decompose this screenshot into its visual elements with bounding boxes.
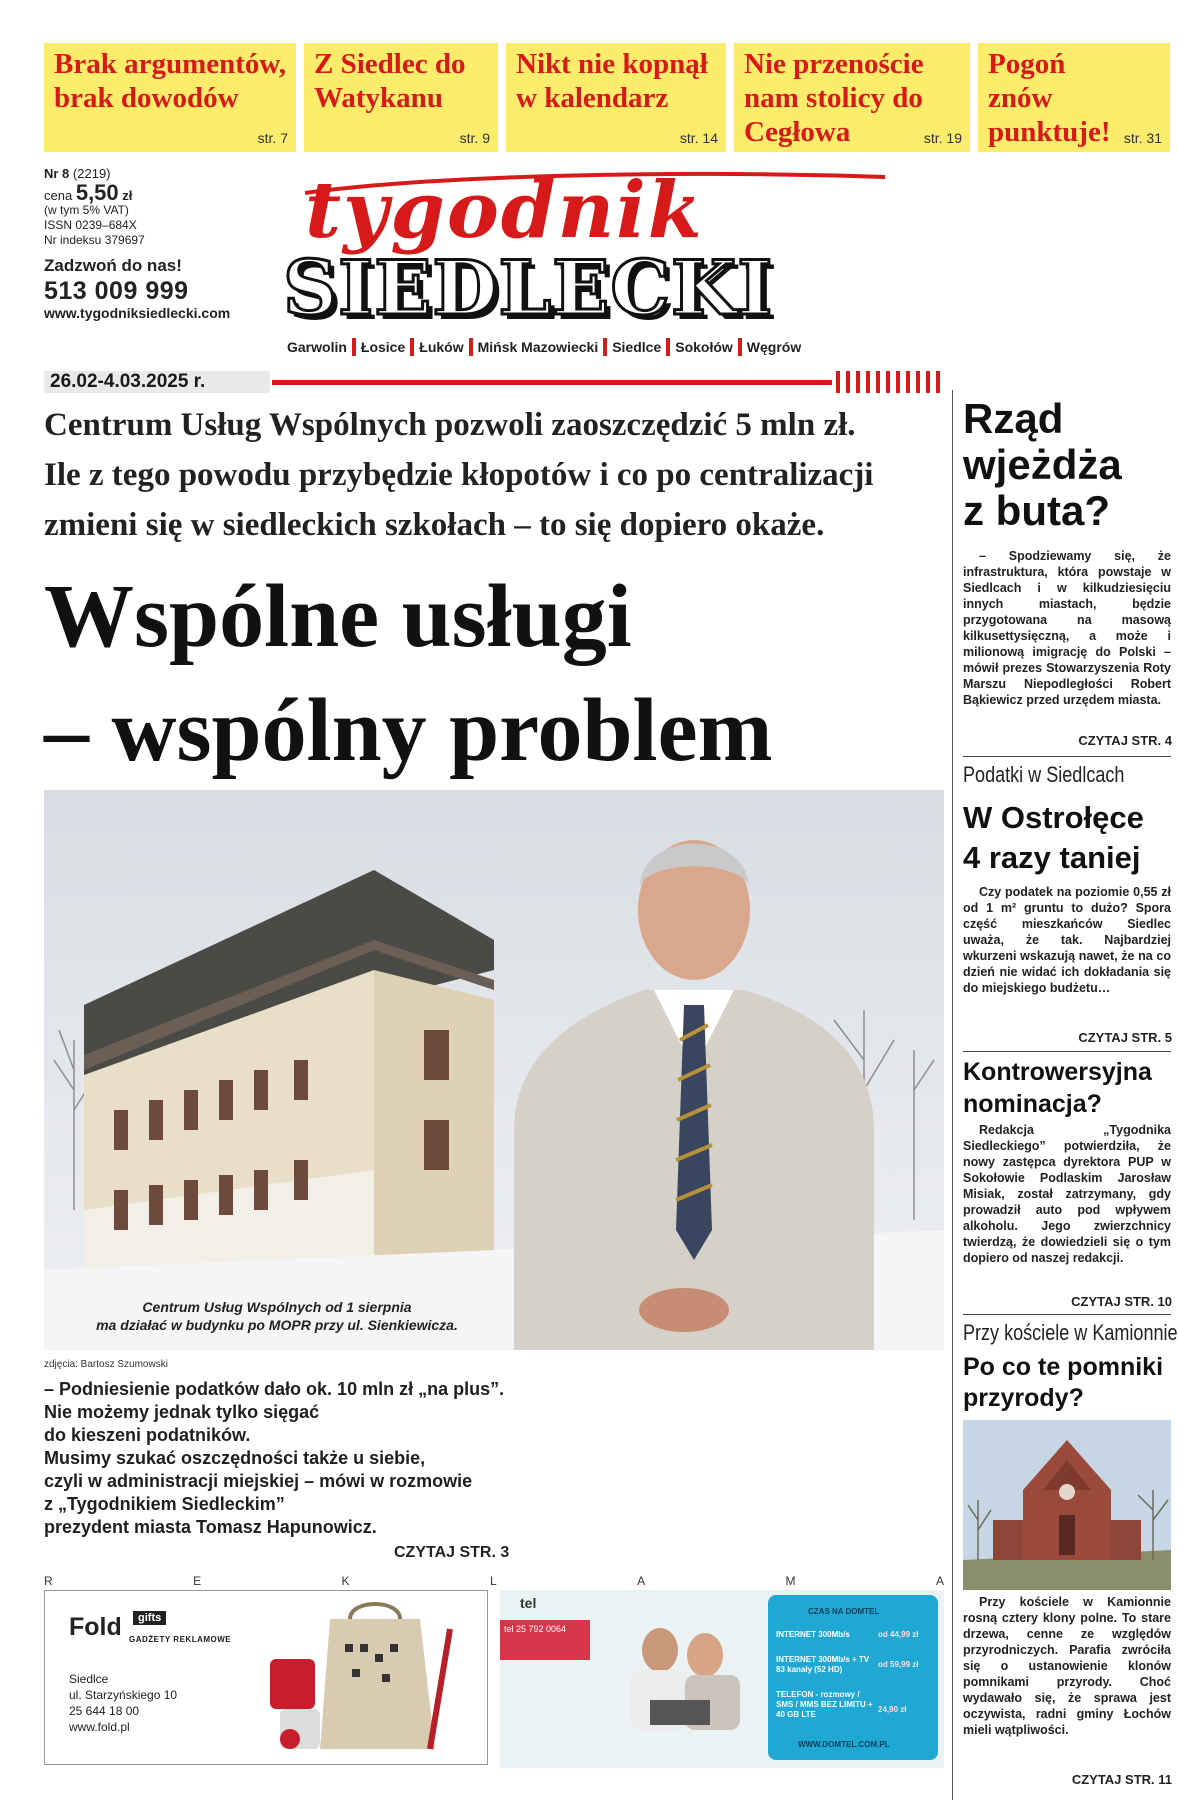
sidebar-article-2-title[interactable]: W Ostrołęce 4 razy taniej [963,800,1144,875]
sidebar [952,390,1178,1800]
sidebar-article-3-title[interactable]: Kontrowersyjna nominacja? [963,1058,1152,1118]
teaser-page: str. 9 [459,130,490,146]
lead-line: zmieni się w siedleckich szkołach – to się dopiero okaże. [44,507,825,543]
teaser-page: str. 14 [679,130,718,146]
photo-illustration [44,790,944,1350]
sidebar-article-1-read[interactable]: CZYTAJ STR. 4 [1078,733,1172,748]
sidebar-article-4-title[interactable]: Po co te pomniki przyrody? [963,1353,1164,1412]
logo-block: SIEDLECKI [283,244,774,332]
headline-line: – wspólny problem [44,681,773,780]
sidebar-article-2-read[interactable]: CZYTAJ STR. 5 [1078,1030,1172,1045]
couple-photo-icon [590,1620,770,1740]
teaser-title: Z Siedlec do Watykanu [314,48,466,114]
fold-badge: gifts [133,1611,166,1625]
sidebar-article-1-title[interactable]: Rząd wjeżdża z buta? [963,395,1122,534]
lead-line: Ile z tego powodu przybędzie kłopotów i co po centralizacji [44,457,874,493]
town[interactable]: Łosice [352,338,410,356]
ad-fold[interactable] [44,1590,488,1765]
teaser-2[interactable] [304,43,498,152]
website-link[interactable]: www.tygodniksiedlecki.com [44,305,231,321]
sidebar-article-2-body: Czy podatek na poziomie 0,55 zł od 1 m² gruntu to dużo? Spora część mieszkańców Siedlec uważa, że tak. Najbardziej wkurzeni wskazują nawet, że na co dzień nie widać ich dokładania się do miejskiego budżetu… [963,885,1171,995]
teaser-page: str. 19 [923,130,962,146]
issue-number: Nr 8 (2219) [44,166,111,181]
fold-address: Siedlce ul. Starzyńskiego 10 25 644 18 00 www.fold.pl [69,1672,178,1734]
index-number: Nr indeksu 379697 [44,233,145,247]
logo-script-text: tygodnik [305,165,704,255]
teaser-bar [44,43,1170,152]
church-photo [963,1420,1171,1590]
teaser-page: str. 31 [1123,130,1162,146]
read-more-link[interactable]: CZYTAJ STR. 3 [394,1544,510,1561]
teaser-3[interactable] [506,43,726,152]
main-photo [44,790,944,1350]
logo-script [285,155,895,255]
divider [963,1314,1171,1315]
issue-date: 26.02-4.03.2025 r. [44,371,270,393]
gadgets-icon [260,1599,480,1759]
sidebar-article-3-read[interactable]: CZYTAJ STR. 10 [1071,1294,1172,1309]
sidebar-article-4-body: Przy kościele w Kamionnie rosną cztery klony polne. To stare drzewa, cenne ze względów przyrodniczych. Parafia zwróciła się o ustanowienie klonów pomnikami przyrody. Choć wydawało się, że sprawa jest oczywista, radni gminy Łochów mieli wątpliwości. [963,1595,1171,1737]
teaser-page: str. 7 [257,130,288,146]
fold-logo: Fold [69,1613,122,1641]
divider [963,1051,1171,1052]
teaser-title: Nikt nie kopnął w kalendarz [516,48,708,114]
sidebar-article-4-read[interactable]: CZYTAJ STR. 11 [1071,1772,1172,1787]
lead-line: Centrum Usług Wspólnych pozwoli zaoszczędzić 5 mln zł. [44,407,856,443]
sidebar-article-1-body: – Spodziewamy się, że infrastruktura, która powstaje w Siedlcach i w kilkudziesięciu innych miastach, będzie przygotowana na masową kilkusettysięczną, a może i milionową imigrację do Polski – mówił prezes Stowarzyszenia Roty Marszu Niepodległości Robert Bąkiewicz przed urzędem miasta. [963,549,1171,707]
town[interactable]: Sokołów [666,338,738,356]
advert-label: R E K L A M A [44,1574,944,1588]
teaser-4[interactable] [734,43,970,152]
phone-number[interactable]: 513 009 999 [44,277,189,305]
headline-line: Wspólne usługi [44,567,632,666]
main-headline[interactable] [44,560,944,788]
ad-domtel[interactable] [500,1590,944,1768]
red-stripes [836,371,946,393]
sidebar-article-2-kicker: Podatki w Siedlcach [963,762,1125,787]
domtel-offer-card: CZAS NA DOMTEL INTERNET 300Mb/s od 44,99 zł INTERNET 300Mb/s + TV 83 kanały (52 HD) od 59,99 zł TELEFON - rozmowy / SMS / MMS BEZ LIMITU + 40 GB LTE 24,90 zł WWW.DOMTEL.COM.PL [768,1595,938,1760]
town[interactable]: Węgrów [738,338,806,356]
photo-caption: Centrum Usług Wspólnych od 1 sierpnia ma działać w budynku po MOPR przy ul. Sienkiewicza. [96,1299,458,1333]
photo-credit: zdjęcia: Bartosz Szumowski [44,1359,168,1370]
domtel-logo: tel [520,1595,537,1611]
town[interactable]: Siedlce [603,338,666,356]
red-rule [272,380,832,385]
teaser-1[interactable] [44,43,296,152]
town[interactable]: Łuków [410,338,468,356]
divider [963,756,1171,757]
lead-text [44,400,944,550]
teaser-5[interactable] [978,43,1170,152]
towns-list [287,338,806,356]
pull-quote: – Podniesienie podatków dało ok. 10 mln zł „na plus”. Nie możemy jednak tylko sięgać do kieszeni podatników. Musimy szukać oszczędności także u siebie, czyli w administracji miejskiej – mówi w rozmowie z „Tygodnikiem Siedleckim” prezydent miasta Tomasz Hapunowicz. [44,1379,505,1537]
teaser-title: Pogoń znów punktuje! [988,48,1111,148]
call-label: Zadzwoń do nas! [44,256,182,275]
town[interactable]: Garwolin [287,339,347,355]
fold-tagline: GADŻETY REKLAMOWE [129,1635,232,1644]
sidebar-article-4-kicker: Przy kościele w Kamionnie [963,1320,1178,1345]
sidebar-article-3-body: Redakcja „Tygodnika Siedleckiego” potwierdziła, że nowy zastępca dyrektora PUP w Sokołowie Podlaskim Jarosław Misiak, został zatrzymany, gdy prowadził auto pod wpływem alkoholu. Jego zwierzchnicy twierdzą, że dowiedzieli się o tym dopiero od naszej redakcji. [963,1123,1171,1265]
vat: (w tym 5% VAT) [44,203,129,217]
town[interactable]: Mińsk Mazowiecki [469,338,604,356]
domtel-phone: tel 25 792 0064 [500,1620,590,1660]
teaser-title: Brak argumentów, brak dowodów [54,48,286,114]
teaser-title: Nie przenoście nam stolicy do Cegłowa [744,48,924,148]
issn: ISSN 0239–684X [44,218,137,232]
price: cena 5,50 zł [44,180,133,205]
issue-info [44,166,274,321]
